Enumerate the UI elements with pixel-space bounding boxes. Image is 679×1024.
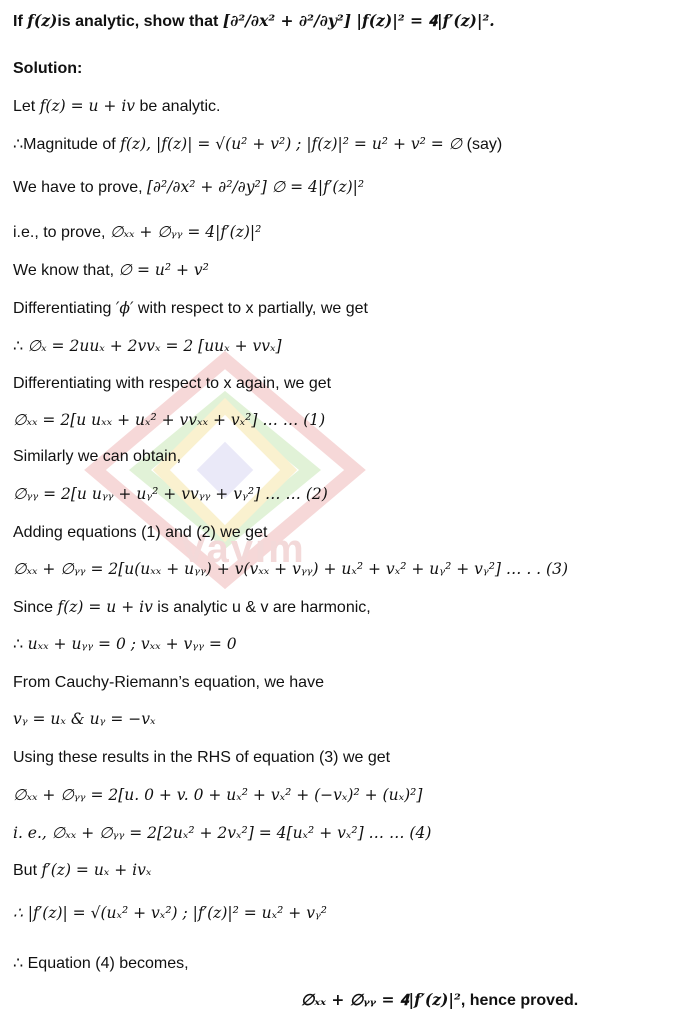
solution-line: ∴ Equation (4) becomes, xyxy=(13,955,189,972)
solution-line: i. e., ∅ₓₓ + ∅ᵧᵧ = 2[2uₓ² + 2vₓ²] = 4[uₓ² + vₓ²] … … (4) xyxy=(13,824,432,842)
solution-line: We have to prove, [∂²/∂x² + ∂²/∂y²] ∅ = 4|f′(z)|² xyxy=(13,178,365,196)
solution-line: vᵧ = uₓ & uᵧ = −vₓ xyxy=(13,710,156,728)
solution-line: Adding equations (1) and (2) we get xyxy=(13,524,268,541)
problem-statement: If 𝒇(𝒛)is analytic, show that [∂²/∂x² + ∂²/∂y²] |𝒇(𝒛)|² = 𝟒|𝒇′(𝒛)|². xyxy=(13,11,495,30)
solution-line: Differentiating with respect to x again, we get xyxy=(13,375,332,392)
final-result: ∅ₓₓ + ∅ᵧᵧ = 𝟒|𝒇′(𝒛)|², hence proved. xyxy=(300,990,579,1009)
solution-line: Let f(z) = u + iv be analytic. xyxy=(13,97,221,115)
solution-line: From Cauchy-Riemann’s equation, we have xyxy=(13,674,324,691)
solution-line: Using these results in the RHS of equation (3) we get xyxy=(13,749,391,766)
solution-line: But f′(z) = uₓ + ivₓ xyxy=(13,861,152,879)
watermark-text: Vavim xyxy=(180,527,306,571)
solution-line: ∴ |f′(z)| = √(uₓ² + vₓ²) ; |f′(z)|² = uₓ² + vᵧ² xyxy=(13,904,328,922)
solution-heading: Solution: xyxy=(13,60,83,77)
solution-line: ∅ₓₓ = 2[u uₓₓ + uₓ² + vvₓₓ + vₓ²] … … (1) xyxy=(13,411,326,429)
solution-line: i.e., to prove, ∅ₓₓ + ∅ᵧᵧ = 4|f′(z)|² xyxy=(13,223,262,241)
solution-line: ∴ uₓₓ + uᵧᵧ = 0 ; vₓₓ + vᵧᵧ = 0 xyxy=(13,635,237,653)
solution-line: Since f(z) = u + iv is analytic u & v are harmonic, xyxy=(13,598,371,616)
solution-line: ∅ₓₓ + ∅ᵧᵧ = 2[u(uₓₓ + uᵧᵧ) + v(vₓₓ + vᵧᵧ) + uₓ² + vₓ² + uᵧ² + vᵧ²] … . . (3) xyxy=(13,560,568,578)
solution-line: Differentiating ′ϕ′ with respect to x partially, we get xyxy=(13,299,368,317)
solution-line: Similarly we can obtain, xyxy=(13,448,182,465)
solution-line: ∴ ∅ₓ = 2uuₓ + 2vvₓ = 2 [uuₓ + vvₓ] xyxy=(13,337,282,355)
solution-line: ∴Magnitude of f(z), |f(z)| = √(u² + v²) ; |f(z)|² = u² + v² = ∅ (say) xyxy=(13,135,503,153)
solution-line: ∅ᵧᵧ = 2[u uᵧᵧ + uᵧ² + vvᵧᵧ + vᵧ²] … … (2) xyxy=(13,485,328,503)
solution-line: ∅ₓₓ + ∅ᵧᵧ = 2[u. 0 + v. 0 + uₓ² + vₓ² + (−vₓ)² + (uₓ)²] xyxy=(13,786,423,804)
solution-line: We know that, ∅ = u² + v² xyxy=(13,261,209,279)
